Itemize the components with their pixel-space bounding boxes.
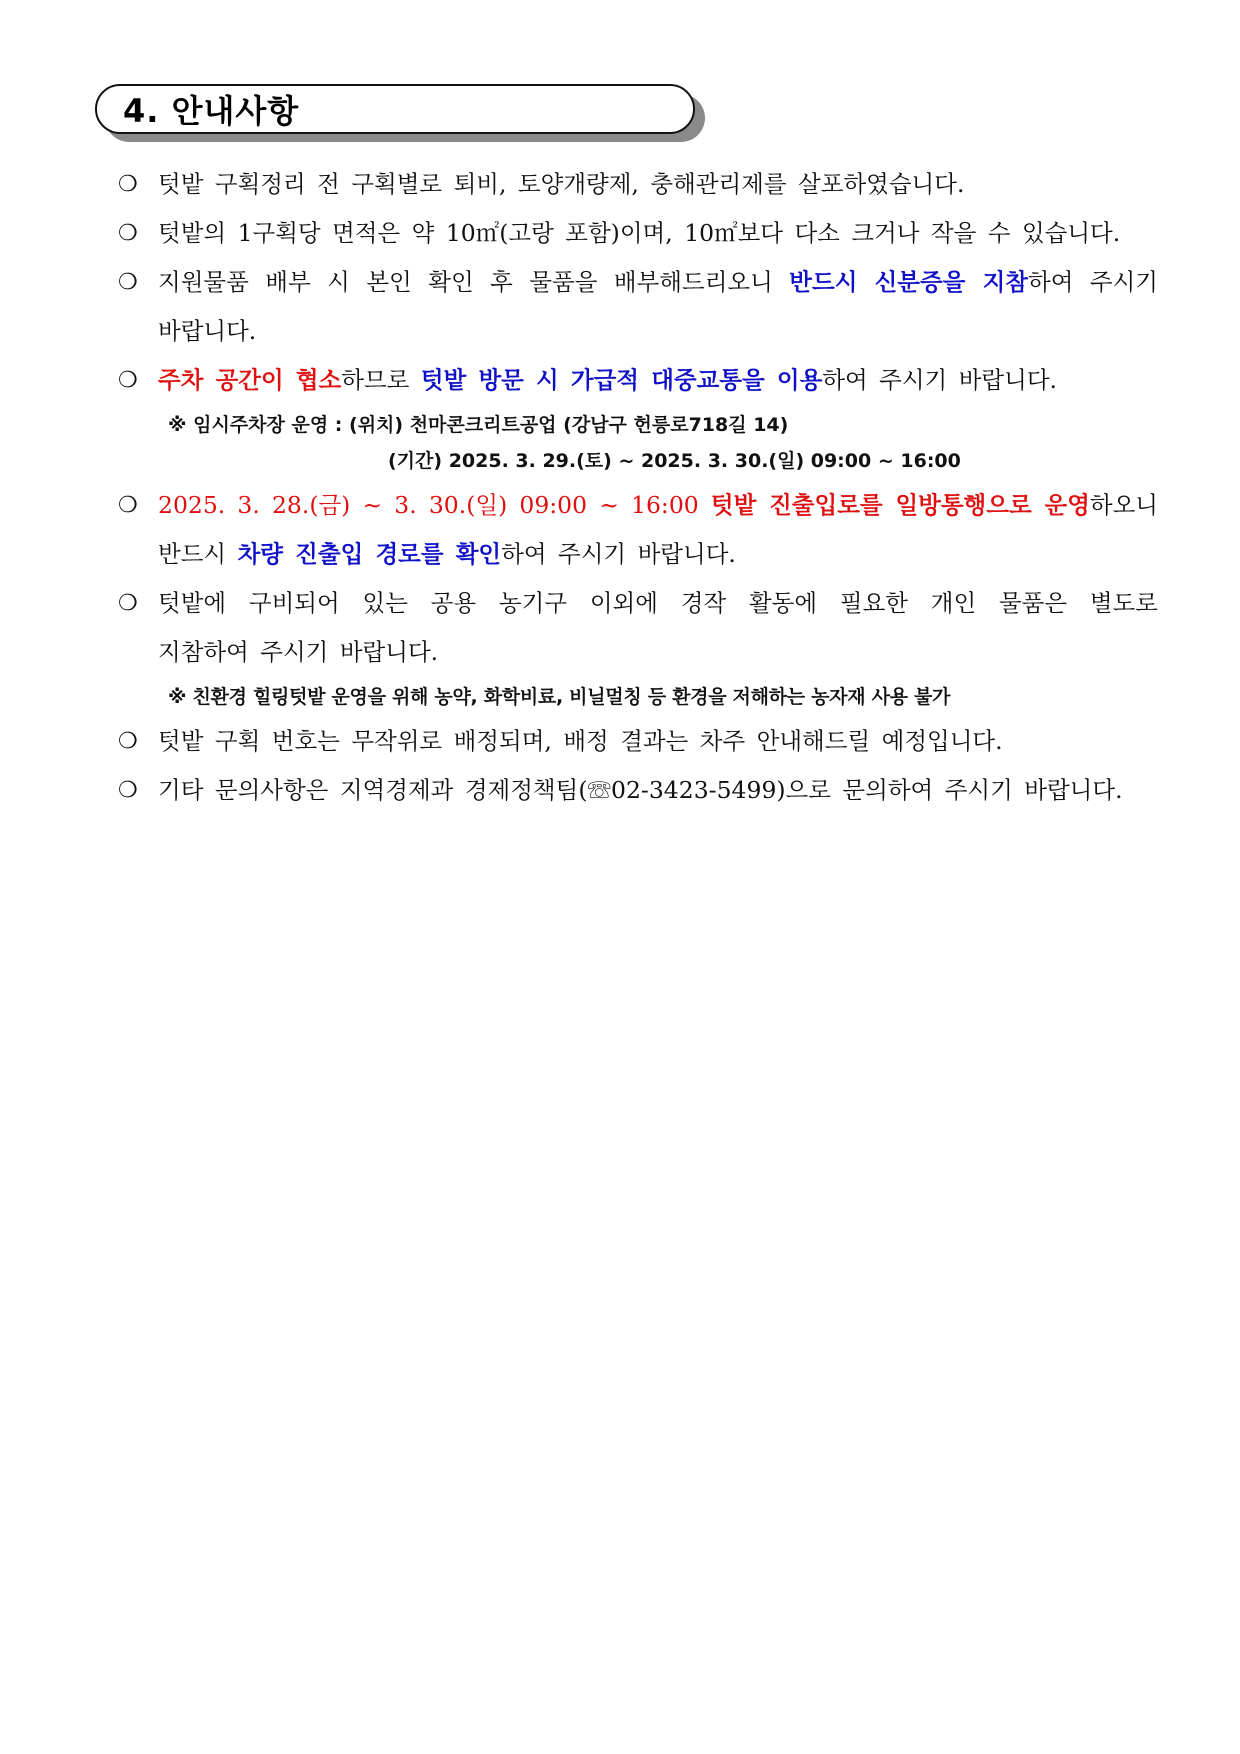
temp-parking-location-note: ※ 임시주차장 운영 : (위치) 천마콘크리트공업 (강남구 헌릉로718길 14) — [168, 414, 789, 436]
emphasis-id-card: 반드시 신분증을 지참 — [789, 268, 1028, 296]
notice-text-part: 하오니 — [1089, 491, 1159, 519]
one-way-period: 2025. 3. 28.(금) ~ 3. 30.(일) 09:00 ~ 16:00 — [158, 491, 711, 519]
notice-item-8 — [118, 766, 1158, 815]
emphasis-one-way: 텃밭 진출입로를 일방통행으로 운영 — [710, 491, 1090, 519]
notice-item-6-continued: 지참하여 주시기 바랍니다. — [158, 638, 439, 666]
notice-text-part: 반드시 — [158, 540, 238, 568]
notice-text — [158, 356, 1158, 405]
circle-bullet-icon: ❍ — [118, 221, 138, 246]
notice-text: 텃밭에 구비되어 있는 공용 농기구 이외에 경작 활동에 필요한 개인 물품은 별도로 — [158, 589, 1158, 617]
circle-bullet-icon: ❍ — [118, 493, 138, 518]
circle-bullet-icon: ❍ — [118, 368, 138, 393]
notice-text-part: 지원물품 배부 시 본인 확인 후 물품을 배부해드리오니 — [158, 268, 790, 296]
notice-list — [118, 160, 1158, 815]
circle-bullet-icon: ❍ — [118, 729, 138, 754]
notice-text-part: 하므로 — [341, 366, 421, 394]
circle-bullet-icon: ❍ — [118, 778, 138, 803]
circle-bullet-icon: ❍ — [118, 172, 138, 197]
section-title: 4. 안내사항 — [123, 92, 300, 130]
circle-bullet-icon: ❍ — [118, 270, 138, 295]
notice-item-1 — [118, 160, 1158, 209]
notice-text — [158, 258, 1158, 307]
notice-item-5 — [118, 481, 1158, 530]
notice-text: 텃밭 구획 번호는 무작위로 배정되며, 배정 결과는 차주 안내해드릴 예정입니다. — [158, 727, 1003, 755]
notice-text — [158, 481, 1158, 530]
eco-farming-note: ※ 친환경 힐링텃밭 운영을 위해 농약, 화학비료, 비닐멀칭 등 환경을 저해하는 농자재 사용 불가 — [168, 686, 951, 708]
section-header — [95, 84, 710, 144]
notice-text-part: 하여 주시기 바랍니다. — [501, 540, 736, 568]
notice-text-part: 하여 주시기 바랍니다. — [822, 366, 1057, 394]
notice-item-7 — [118, 717, 1158, 766]
temp-parking-period-note: (기간) 2025. 3. 29.(토) ~ 2025. 3. 30.(일) 09:00 ~ 16:00 — [388, 450, 961, 472]
notice-item-4 — [118, 356, 1158, 405]
notice-text: 텃밭 구획정리 전 구획별로 퇴비, 토양개량제, 충해관리제를 살포하였습니다. — [158, 170, 965, 198]
notice-item-6 — [118, 579, 1158, 628]
notice-item-5-continued — [118, 530, 1158, 579]
notice-item-3 — [118, 258, 1158, 307]
notice-text: 텃밭의 1구획당 면적은 약 10㎡(고랑 포함)이며, 10㎡보다 다소 크거나 작을 수 있습니다. — [158, 219, 1121, 247]
emphasis-vehicle-route: 차량 진출입 경로를 확인 — [237, 540, 502, 568]
header-box — [95, 84, 695, 134]
circle-bullet-icon: ❍ — [118, 591, 138, 616]
notice-item-3-continued: 바랍니다. — [158, 317, 257, 345]
emphasis-parking: 주차 공간이 협소 — [158, 366, 342, 394]
emphasis-public-transport: 텃밭 방문 시 가급적 대중교통을 이용 — [420, 366, 823, 394]
notice-text-part: 하여 주시기 — [1028, 268, 1158, 296]
notice-item-2 — [118, 209, 1158, 258]
notice-text: 기타 문의사항은 지역경제과 경제정책팀(☏02-3423-5499)으로 문의하여 주시기 바랍니다. — [158, 776, 1123, 804]
